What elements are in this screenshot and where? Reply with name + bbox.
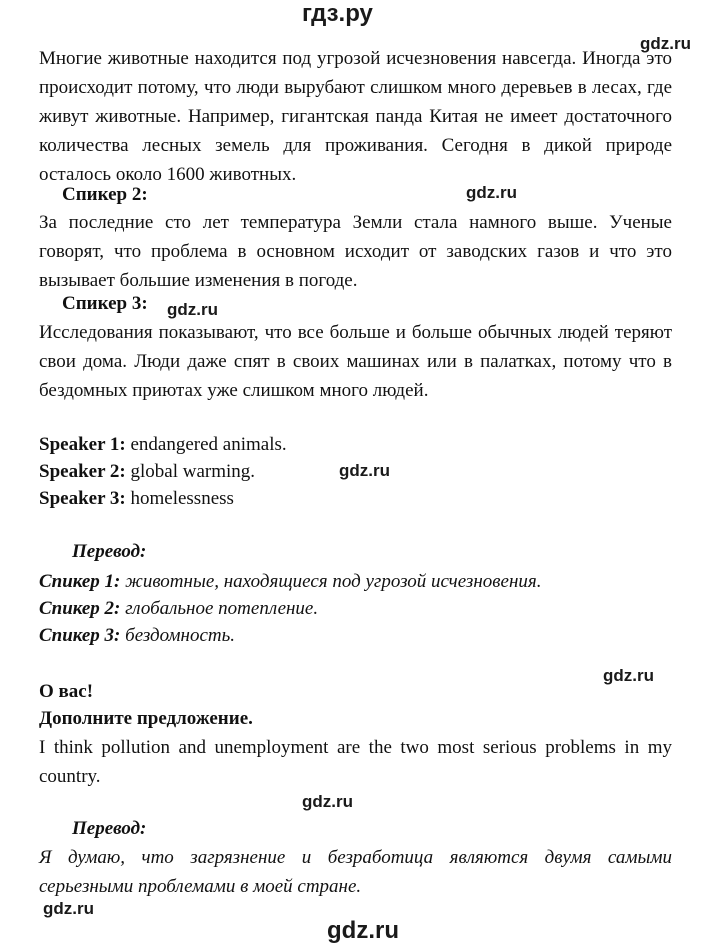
translation-value: глобальное потепление. xyxy=(120,598,319,619)
translation-value: бездомность. xyxy=(120,625,236,646)
translation-label: Спикер 1: xyxy=(39,571,121,592)
translation-line xyxy=(39,622,235,650)
watermark: gdz.ru xyxy=(43,899,94,918)
answer-value: endangered animals. xyxy=(125,434,287,455)
about-you-heading: О вас! xyxy=(39,681,94,702)
translation-label: Спикер 2: xyxy=(39,598,121,619)
translation-value: животные, находящиеся под угрозой исчезновения. xyxy=(120,571,542,592)
translation2-text: Я думаю, что загрязнение и безработица являются двумя самыми серьезными проблемами в моей стране. xyxy=(39,847,672,897)
answer-line xyxy=(39,485,234,513)
watermark: gdz.ru xyxy=(339,461,390,480)
translation-heading: Перевод: xyxy=(72,541,147,562)
speaker3-text: Исследования показывают, что все больше и больше обычных людей теряют свои дома. Люди даже спят в своих машинах или в палатках, потому что в бездомных приютах уже слишком много людей. xyxy=(39,322,672,401)
watermark-bottom: gdz.ru xyxy=(327,917,399,944)
watermark: gdz.ru xyxy=(603,666,654,685)
answer-label: Speaker 3: xyxy=(39,488,126,509)
speaker2-text: За последние сто лет температура Земли стала намного выше. Ученые говорят, что проблема в основном исходит от заводских газов и что это вызывает большие изменения в погоде. xyxy=(39,212,672,291)
speaker3-heading: Спикер 3: xyxy=(62,293,148,314)
watermark: gdz.ru xyxy=(302,792,353,811)
task-heading: Дополните предложение. xyxy=(39,708,253,729)
speaker2-heading: Спикер 2: xyxy=(62,184,148,205)
translation-label: Спикер 3: xyxy=(39,625,121,646)
answer-line xyxy=(39,431,287,459)
answer-value: homelessness xyxy=(125,488,234,509)
watermark-top: гдз.ру xyxy=(302,0,373,27)
answer-label: Speaker 2: xyxy=(39,461,126,482)
translation-line xyxy=(39,568,541,596)
answer-line xyxy=(39,458,255,486)
translation-line xyxy=(39,595,318,623)
watermark: gdz.ru xyxy=(167,300,218,319)
answer-label: Speaker 1: xyxy=(39,434,126,455)
speaker1-text: Многие животные находится под угрозой исчезновения навсегда. Иногда это происходит потому, что люди вырубают слишком много деревьев в лесах, где живут животные. Например, гигантская панда Китая не имеет достаточного количества лесных земель для проживания. Сегодня в дикой природе осталось около 1600 животных. xyxy=(39,48,672,185)
answer-value: global warming. xyxy=(125,461,256,482)
watermark: gdz.ru xyxy=(640,34,691,53)
watermark: gdz.ru xyxy=(466,183,517,202)
translation2-heading: Перевод: xyxy=(72,818,147,839)
answer-sentence: I think pollution and unemployment are the two most serious problems in my country. xyxy=(39,737,672,787)
